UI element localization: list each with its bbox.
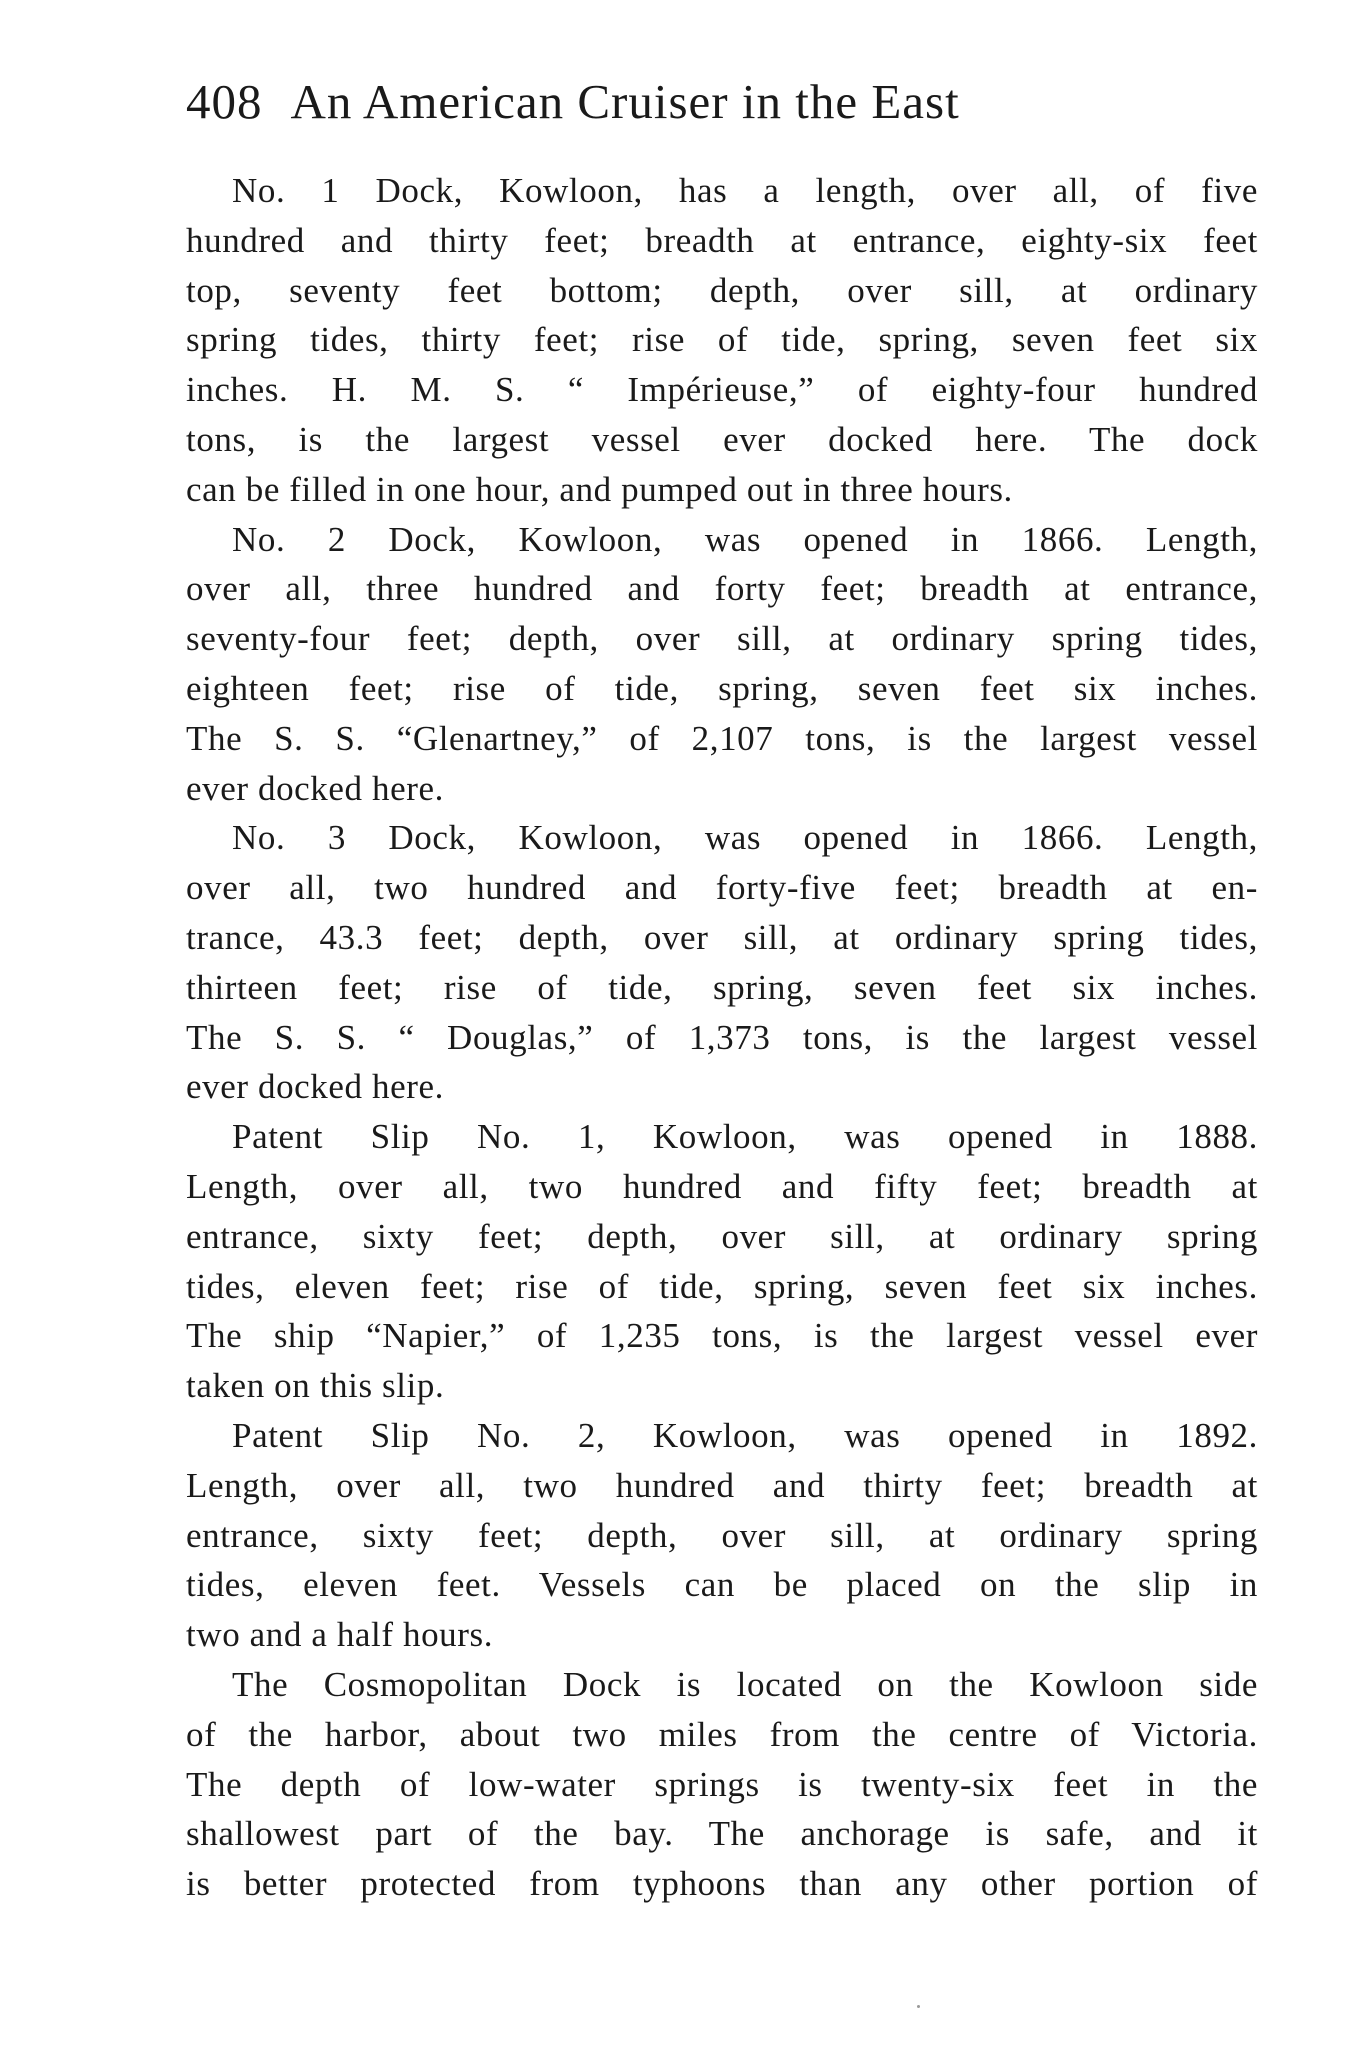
text-line: entrance, sixty feet; depth, over sill, at ordinary spring (186, 1216, 1258, 1256)
text-line: over all, three hundred and forty feet; breadth at entrance, (186, 569, 1258, 609)
paragraph (186, 166, 1258, 515)
text-line: can be filled in one hour, and pumped out in three hours. (186, 469, 1013, 509)
running-head (186, 72, 1236, 132)
paragraph (186, 813, 1258, 1112)
paragraph (186, 1112, 1258, 1411)
text-line: trance, 43.3 feet; depth, over sill, at ordinary spring tides, (186, 917, 1258, 957)
paragraph (186, 1660, 1258, 1909)
paragraph (186, 515, 1258, 814)
text-line: taken on this slip. (186, 1366, 445, 1406)
text-line: Length, over all, two hundred and thirty feet; breadth at (186, 1465, 1258, 1505)
text-line: Length, over all, two hundred and fifty feet; breadth at (186, 1166, 1258, 1206)
text-line: hundred and thirty feet; breadth at entrance, eighty-six feet (186, 220, 1258, 260)
paragraph (186, 1411, 1258, 1660)
text-line: No. 1 Dock, Kowloon, has a length, over all, of five (232, 171, 1258, 210)
text-line: The ship “Napier,” of 1,235 tons, is the largest vessel ever (186, 1316, 1258, 1356)
paper-speck (917, 2005, 920, 2008)
text-line: tides, eleven feet. Vessels can be placed on the slip in (186, 1565, 1258, 1605)
text-line: The S. S. “Glenartney,” of 2,107 tons, is the largest vessel (186, 718, 1258, 758)
text-line: The S. S. “ Douglas,” of 1,373 tons, is the largest vessel (186, 1017, 1258, 1057)
text-line: The depth of low-water springs is twenty-six feet in the (186, 1764, 1258, 1804)
text-line: over all, two hundred and forty-five feet; breadth at en- (186, 868, 1258, 908)
text-line: spring tides, thirty feet; rise of tide, spring, seven feet six (186, 320, 1258, 360)
text-line: shallowest part of the bay. The anchorage is safe, and it (186, 1814, 1258, 1854)
body-text (186, 166, 1258, 1909)
text-line: is better protected from typhoons than any other portion of (186, 1864, 1258, 1904)
text-line: ever docked here. (186, 768, 444, 808)
text-line: tides, eleven feet; rise of tide, spring, seven feet six inches. (186, 1266, 1258, 1306)
text-line: entrance, sixty feet; depth, over sill, at ordinary spring (186, 1515, 1258, 1555)
text-line: tons, is the largest vessel ever docked here. The dock (186, 419, 1258, 459)
text-line: two and a half hours. (186, 1615, 494, 1655)
text-line: seventy-four feet; depth, over sill, at ordinary spring tides, (186, 619, 1258, 659)
running-title: An American Cruiser in the East (290, 74, 960, 129)
text-line: top, seventy feet bottom; depth, over sill, at ordinary (186, 270, 1258, 310)
text-line: Patent Slip No. 1, Kowloon, was opened in 1888. (232, 1117, 1258, 1157)
text-line: thirteen feet; rise of tide, spring, seven feet six inches. (186, 967, 1258, 1007)
text-line: eighteen feet; rise of tide, spring, seven feet six inches. (186, 668, 1258, 708)
text-line: Patent Slip No. 2, Kowloon, was opened in 1892. (232, 1415, 1258, 1455)
text-line: The Cosmopolitan Dock is located on the Kowloon side (232, 1664, 1258, 1704)
text-line: inches. H. M. S. “ Impérieuse,” of eighty-four hundred (186, 370, 1258, 410)
text-line: No. 2 Dock, Kowloon, was opened in 1866. Length, (232, 519, 1258, 559)
page-number: 408 (186, 74, 263, 129)
text-line: of the harbor, about two miles from the centre of Victoria. (186, 1714, 1258, 1754)
text-line: ever docked here. (186, 1067, 444, 1107)
text-line: No. 3 Dock, Kowloon, was opened in 1866. Length, (232, 818, 1258, 858)
